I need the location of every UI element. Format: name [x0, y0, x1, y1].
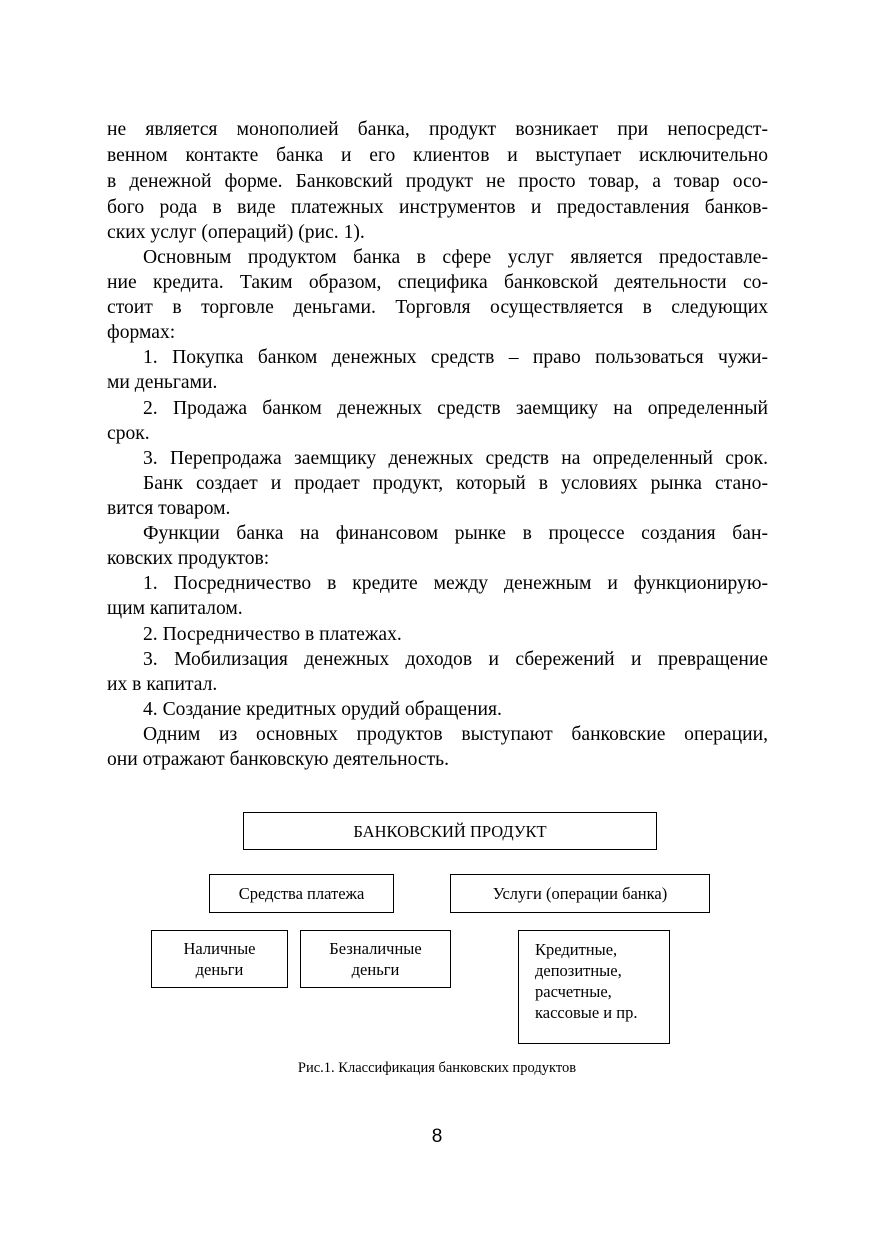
text-line: Банк создает и продает продукт, который в условиях рынка стано- — [143, 473, 768, 494]
text-line: в денежной форме. Банковский продукт не просто товар, а товар осо- — [107, 171, 768, 192]
noncash-label-line: деньги — [351, 960, 400, 979]
figure-caption: Рис.1. Классификация банковских продуктов — [297, 1060, 577, 1076]
text-line: 1. Посредничество в кредите между денежным и функционирую- — [143, 573, 768, 594]
text-line: срок. — [107, 423, 150, 444]
text-line: 4. Создание кредитных орудий обращения. — [143, 699, 502, 720]
text-line: ми деньгами. — [107, 372, 218, 393]
text-line: их в капитал. — [107, 674, 218, 695]
operations-label-line: расчетные, — [535, 982, 612, 1001]
operations-label-line: депозитные, — [535, 961, 622, 980]
services-label: Услуги (операции банка) — [492, 884, 668, 903]
text-line: Основным продуктом банка в сфере услуг является предоставле- — [143, 247, 768, 268]
text-line: щим капиталом. — [107, 598, 243, 619]
operations-box — [518, 930, 670, 1044]
text-line: формах: — [107, 322, 176, 343]
text-line: ковских продуктов: — [107, 548, 270, 569]
text-line: 1. Покупка банком денежных средств – право пользоваться чужи- — [143, 347, 768, 368]
text-line: венном контакте банка и его клиентов и выступает исключительно — [107, 145, 768, 166]
cash-label-line: Наличные — [183, 939, 256, 958]
text-line: ских услуг (операций) (рис. 1). — [107, 222, 365, 243]
text-line: вится товаром. — [107, 498, 231, 519]
text-line: 2. Посредничество в платежах. — [143, 624, 402, 645]
text-line: ние кредита. Таким образом, специфика банковской деятельности со- — [107, 272, 768, 293]
payment-means-box — [209, 874, 394, 913]
text-line: не является монополией банка, продукт возникает при непосредст- — [107, 119, 768, 140]
text-line: 3. Перепродажа заемщику денежных средств на определенный срок. — [143, 448, 768, 469]
root-box — [243, 812, 657, 850]
page-number: 8 — [431, 1126, 443, 1147]
text-line: Одним из основных продуктов выступают банковские операции, — [143, 724, 768, 745]
text-line: 2. Продажа банком денежных средств заемщику на определенный — [143, 398, 768, 419]
text-line: стоит в торговле деньгами. Торговля осуществляется в следующих — [107, 297, 768, 318]
text-line: бого рода в виде платежных инструментов и предоставления банков- — [107, 197, 768, 218]
operations-label-line: Кредитные, — [535, 940, 618, 959]
noncash-box — [300, 930, 451, 988]
cash-label-line: деньги — [195, 960, 244, 979]
payment-means-label: Средства платежа — [238, 884, 365, 903]
text-line: они отражают банковскую деятельность. — [107, 749, 449, 770]
text-line: 3. Мобилизация денежных доходов и сбережений и превращение — [143, 649, 768, 670]
operations-label-line: кассовые и пр. — [535, 1003, 638, 1022]
cash-box — [151, 930, 288, 988]
services-box — [450, 874, 710, 913]
noncash-label-line: Безналичные — [329, 939, 422, 958]
root-label: БАНКОВСКИЙ ПРОДУКТ — [353, 821, 547, 841]
text-line: Функции банка на финансовом рынке в процессе создания бан- — [143, 523, 768, 544]
